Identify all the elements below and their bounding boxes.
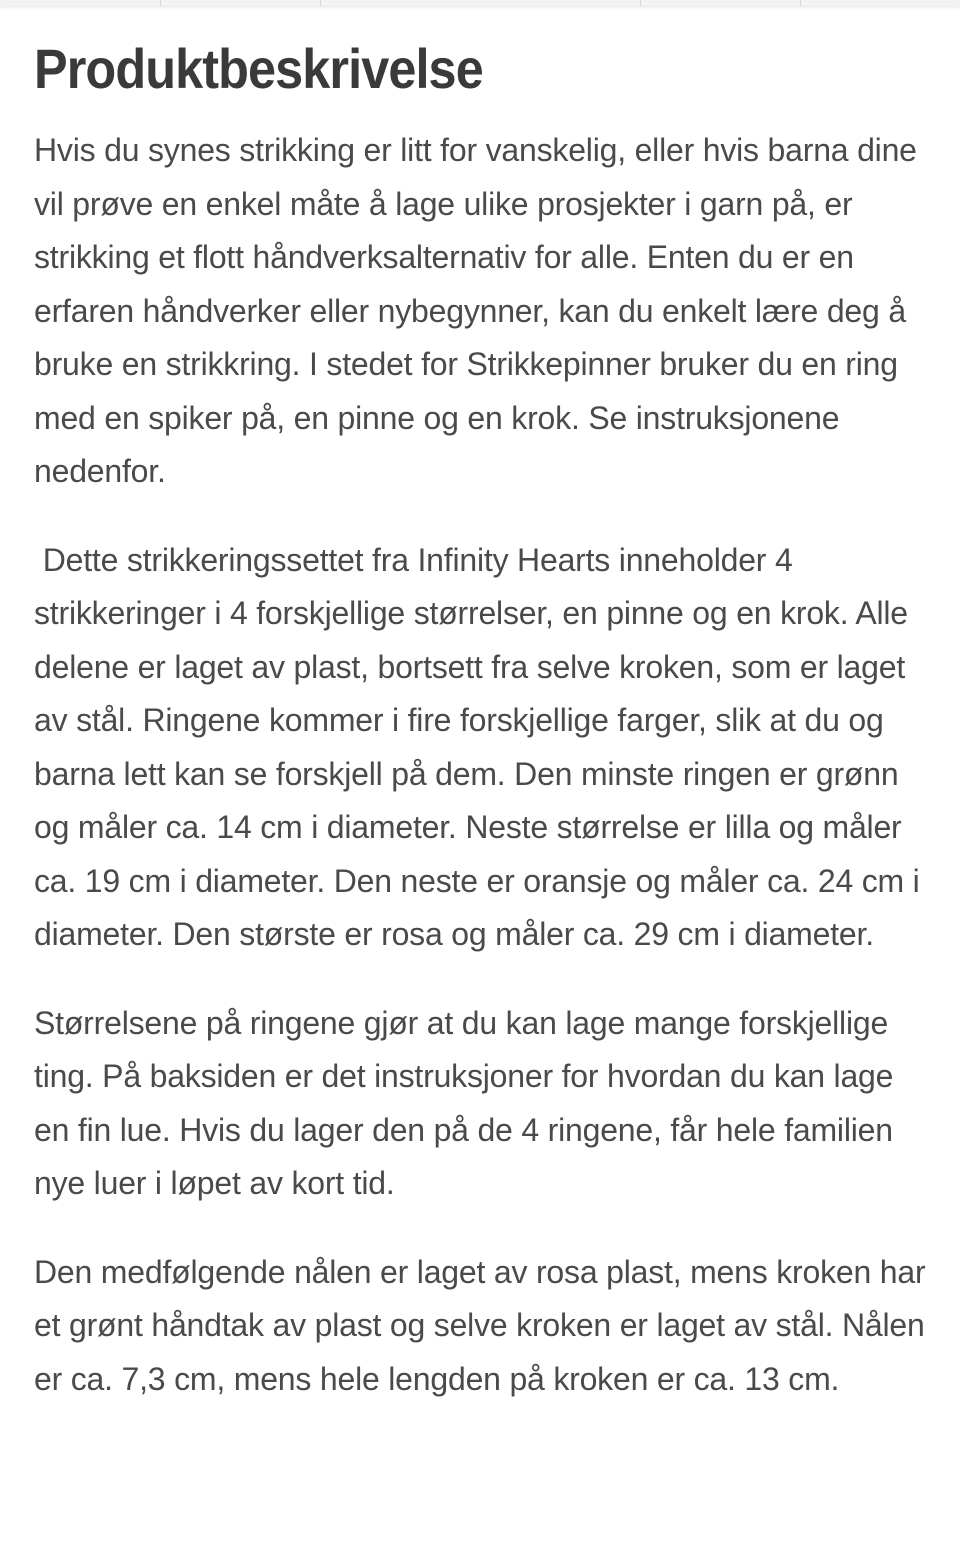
tab-divider — [160, 0, 161, 6]
description-paragraph-2: Dette strikkeringssettet fra Infinity Hearts inneholder 4 strikkeringer i 4 forskjellige størrelser, en pinne og en krok. Alle delene er laget av plast, bortsett fra selve kroken, som er laget av stål. Ringene kommer i fire forskjellige farger, slik at du og barna lett kan se forskjell på dem. Den minste ringen er grønn og måler ca. 14 cm i diameter. Neste størrelse er lilla og måler ca. 19 cm i diameter. Den neste er oransje og måler ca. 24 cm i diameter. Den største er rosa og måler ca. 29 cm i diameter. — [34, 541, 929, 952]
tab-divider — [800, 0, 801, 6]
top-tab-strip — [0, 0, 960, 6]
description-paragraph-1: Hvis du synes strikking er litt for vanskelig, eller hvis barna dine vil prøve en enkel måte å lage ulike prosjekter i garn på, er strikking et flott håndverksalternativ for alle. Enten du er en erfaren håndverker eller nybegynner, kan du enkelt lære deg å bruke en strikkring. I stedet for Strikkepinner bruker du en ring med en spiker på, en pinne og en krok. Se instruksjonene nedenfor. — [34, 132, 917, 489]
tab-divider — [320, 0, 321, 6]
tab-divider — [640, 0, 641, 6]
description-paragraph-4: Den medfølgende nålen er laget av rosa plast, mens kroken har et grønt håndtak av plast og selve kroken er laget av stål. Nålen er ca. 7,3 cm, mens hele lengden på kroken er ca. 13 cm. — [34, 1253, 926, 1397]
description-paragraph-3: Størrelsene på ringene gjør at du kan lage mange forskjellige ting. På baksiden er det instruksjoner for hvordan du kan lage en fin lue. Hvis du lager den på de 4 ringene, får hele familien nye luer i løpet av kort tid. — [34, 1004, 894, 1201]
product-description-section — [34, 30, 934, 1441]
section-title: Produktbeskrivelse — [34, 37, 483, 100]
